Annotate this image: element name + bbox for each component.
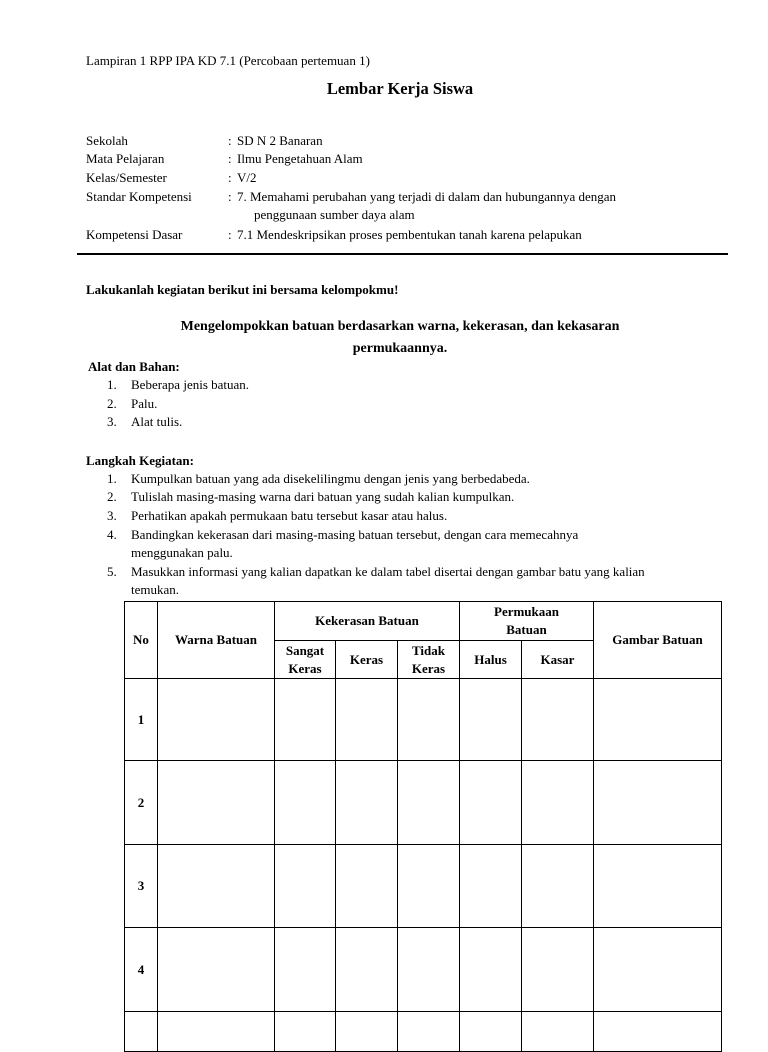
divider-line <box>77 253 728 255</box>
row-number: 1 <box>125 679 158 761</box>
identity-label: Mata Pelajaran <box>86 151 165 166</box>
identity-colon: : <box>228 189 232 204</box>
instruction-text: Lakukanlah kegiatan berikut ini bersama kelompokmu! <box>86 282 399 297</box>
activity-title-line2: permukaannya. <box>352 341 448 356</box>
col-header-no: No <box>125 602 158 679</box>
col-header-surface: Permukaan Batuan <box>460 602 594 641</box>
col-header-hardness: Kekerasan Batuan <box>275 602 460 641</box>
identity-label: Kelas/Semester <box>86 170 167 185</box>
col-header-color: Warna Batuan <box>158 602 275 679</box>
identity-value: 7. Memahami perubahan yang terjadi di dalam dan hubungannya dengan <box>237 189 617 204</box>
identity-value: 7.1 Mendeskripsikan proses pembentukan tanah karena pelapukan <box>237 227 582 242</box>
table-row <box>125 928 722 1012</box>
table-row <box>125 761 722 845</box>
identity-value-continued: penggunaan sumber daya alam <box>254 207 415 222</box>
rock-observation-table <box>124 601 722 1052</box>
col-header-very-hard: Sangat Keras <box>275 641 336 679</box>
identity-value: SD N 2 Banaran <box>237 133 323 148</box>
col-header-hard: Keras <box>336 641 398 679</box>
row-number <box>125 1012 158 1052</box>
table-row <box>125 1012 722 1052</box>
col-header-not-hard: Tidak Keras <box>398 641 460 679</box>
identity-value: V/2 <box>237 170 257 185</box>
identity-colon: : <box>228 227 232 242</box>
activity-title-line1: Mengelompokkan batuan berdasarkan warna, kekerasan, dan kekasaran <box>180 319 620 334</box>
identity-value: Ilmu Pengetahuan Alam <box>237 151 363 166</box>
row-number: 3 <box>125 845 158 928</box>
identity-colon: : <box>228 151 232 166</box>
identity-label: Kompetensi Dasar <box>86 227 183 242</box>
identity-label: Sekolah <box>86 133 128 148</box>
col-header-smooth: Halus <box>460 641 522 679</box>
identity-label: Standar Kompetensi <box>86 189 192 204</box>
row-number: 2 <box>125 761 158 845</box>
steps-heading: Langkah Kegiatan: <box>86 453 194 468</box>
page-title: Lembar Kerja Siswa <box>326 79 474 98</box>
col-header-rough: Kasar <box>522 641 594 679</box>
identity-colon: : <box>228 170 232 185</box>
table-row <box>125 845 722 928</box>
materials-heading: Alat dan Bahan: <box>88 359 180 374</box>
col-header-picture: Gambar Batuan <box>594 602 722 679</box>
attachment-label: Lampiran 1 RPP IPA KD 7.1 (Percobaan pertemuan 1) <box>86 53 370 68</box>
identity-colon: : <box>228 133 232 148</box>
row-number: 4 <box>125 928 158 1012</box>
table-row <box>125 679 722 761</box>
